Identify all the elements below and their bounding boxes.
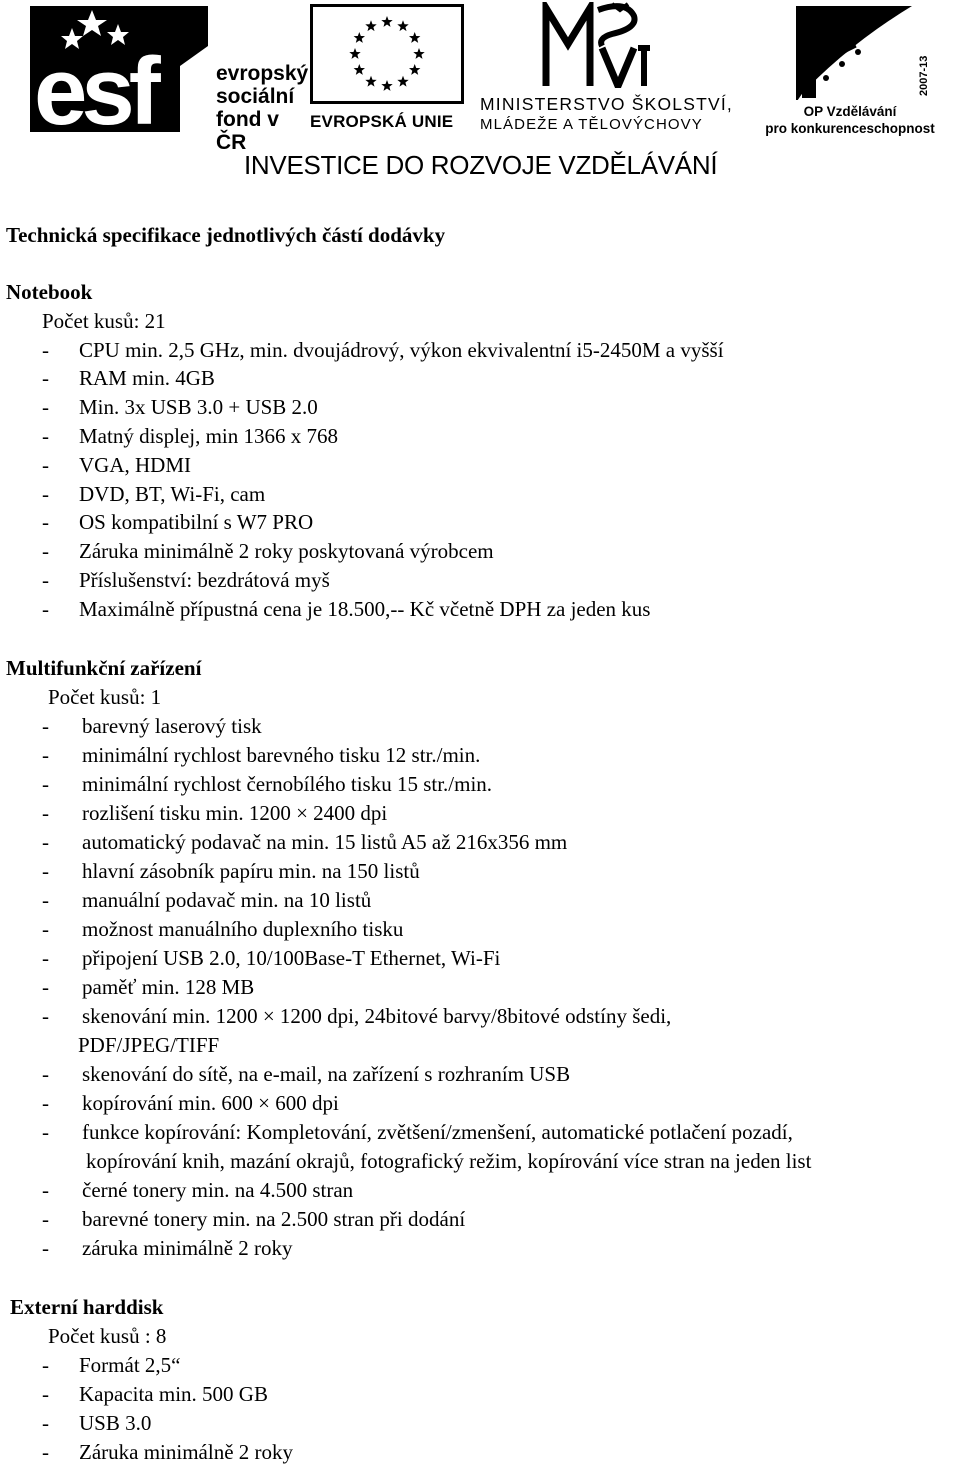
- esf-mark-icon: [30, 6, 208, 132]
- op-year-icon: [916, 10, 930, 98]
- spec-item: RAM min. 4GB: [79, 366, 215, 391]
- bullet-dash: -: [42, 1178, 49, 1202]
- spec-item: paměť min. 128 MB: [82, 975, 255, 999]
- spec-item: rozlišení tisku min. 1200 × 2400 dpi: [82, 801, 388, 825]
- esf-text-line-1: evropský: [216, 62, 309, 85]
- bullet-dash: -: [42, 1207, 49, 1231]
- bullet-dash: -: [42, 1382, 49, 1406]
- spec-item: funkce kopírování: Kompletování, zvětšení/zmenšení, automatické potlačení pozadí,: [82, 1120, 793, 1144]
- bullet-dash: -: [42, 859, 49, 883]
- bullet-dash: -: [42, 888, 49, 912]
- spec-item: VGA, HDMI: [79, 452, 191, 477]
- spec-item: OS kompatibilní s W7 PRO: [79, 510, 314, 535]
- eu-star-icon: [397, 76, 408, 87]
- section-heading: Multifunkční zařízení: [6, 656, 202, 680]
- item-count: Počet kusů: 21: [42, 308, 166, 333]
- spec-item: DVD, BT, Wi-Fi, cam: [79, 481, 266, 506]
- spec-item: Formát 2,5“: [79, 1353, 181, 1377]
- eu-label: EVROPSKÁ UNIE: [310, 112, 454, 131]
- eu-star-icon: [354, 32, 365, 43]
- eu-logo: [310, 4, 466, 132]
- bullet-dash: -: [42, 1120, 49, 1144]
- bullet-dash: -: [42, 337, 49, 362]
- bullet-dash: -: [42, 772, 49, 796]
- item-count: Počet kusů: 1: [48, 685, 162, 709]
- msmt-logo: [480, 2, 752, 134]
- bullet-dash: -: [42, 830, 49, 854]
- eu-stars-icon: [313, 7, 461, 101]
- bullet-dash: -: [42, 1353, 49, 1377]
- spec-item: Záruka minimálně 2 roky poskytovaná výrobcem: [79, 539, 494, 564]
- spec-item: skenování min. 1200 × 1200 dpi, 24bitové barvy/8bitové odstíny šedi,: [82, 1004, 672, 1028]
- item-count: Počet kusů : 8: [48, 1324, 167, 1348]
- slogan: INVESTICE DO ROZVOJE VZDĚLÁVÁNÍ: [244, 150, 718, 180]
- spec-item: Záruka minimálně 2 roky: [79, 1440, 294, 1464]
- svg-text:esf: esf: [34, 38, 155, 132]
- bullet-dash: -: [42, 975, 49, 999]
- eu-star-icon: [349, 48, 360, 59]
- spec-item: Kapacita min. 500 GB: [79, 1382, 268, 1406]
- bullet-dash: -: [42, 452, 49, 477]
- bullet-dash: -: [42, 1440, 49, 1464]
- bullet-dash: -: [42, 539, 49, 564]
- op-mark-icon: [796, 6, 912, 100]
- eu-star-icon: [365, 76, 376, 87]
- spec-item: PDF/JPEG/TIFF: [78, 1033, 220, 1057]
- spec-item: barevný laserový tisk: [82, 714, 262, 738]
- spec-item: kopírování knih, mazání okrajů, fotografický režim, kopírování více stran na jeden list: [86, 1149, 812, 1173]
- op-line-2: pro konkurenceschopnost: [765, 121, 935, 136]
- section-heading: Externí harddisk: [10, 1295, 164, 1319]
- spec-item: minimální rychlost barevného tisku 12 str./min.: [82, 743, 481, 767]
- header-logos: [0, 0, 960, 190]
- bullet-dash: -: [42, 510, 49, 535]
- spec-item: možnost manuálního duplexního tisku: [82, 917, 404, 941]
- bullet-dash: -: [42, 424, 49, 448]
- bullet-dash: -: [42, 395, 49, 420]
- spec-item: skenování do sítě, na e-mail, na zařízení s rozhraním USB: [82, 1062, 571, 1086]
- bullet-dash: -: [42, 714, 49, 738]
- bullet-dash: -: [42, 1236, 49, 1260]
- bullet-dash: -: [42, 1004, 49, 1028]
- eu-star-icon: [413, 48, 424, 59]
- eu-flag-icon: [310, 4, 464, 104]
- eu-star-icon: [397, 20, 408, 31]
- eu-star-icon: [409, 32, 420, 43]
- bullet-dash: -: [42, 568, 49, 592]
- spec-item: připojení USB 2.0, 10/100Base-T Ethernet, Wi-Fi: [82, 946, 501, 970]
- eu-star-icon: [381, 80, 392, 91]
- spec-item: barevné tonery min. na 2.500 stran při dodání: [82, 1207, 466, 1231]
- bullet-dash: -: [42, 481, 49, 506]
- bullet-dash: -: [42, 1062, 49, 1086]
- op-year-text: 2007-13: [918, 55, 930, 96]
- eu-star-icon: [409, 64, 420, 75]
- bullet-dash: -: [42, 946, 49, 970]
- msmt-line-2: MLÁDEŽE A TĚLOVÝCHOVY: [480, 116, 703, 133]
- op-logo: [760, 6, 940, 136]
- bullet-dash: -: [42, 801, 49, 825]
- spec-item: minimální rychlost černobílého tisku 15 str./min.: [82, 772, 493, 796]
- esf-text: [216, 62, 308, 154]
- msmt-mark-icon: [542, 2, 652, 88]
- spec-item: černé tonery min. na 4.500 stran: [82, 1178, 354, 1202]
- spec-item: kopírování min. 600 × 600 dpi: [82, 1091, 339, 1115]
- bullet-dash: -: [42, 917, 49, 941]
- esf-text-line-2: sociální: [216, 85, 295, 108]
- spec-item: CPU min. 2,5 GHz, min. dvoujádrový, výkon ekvivalentní i5-2450M a vyšší: [79, 337, 724, 362]
- op-line-1: OP Vzdělávání: [803, 104, 897, 119]
- spec-item: automatický podavač na min. 15 listů A5 až 216x356 mm: [82, 830, 568, 854]
- spec-item: Min. 3x USB 3.0 + USB 2.0: [79, 395, 318, 420]
- document-title: Technická specifikace jednotlivých částí dodávky: [6, 223, 446, 247]
- eu-star-icon: [365, 20, 376, 31]
- spec-item: USB 3.0: [79, 1411, 152, 1435]
- bullet-dash: -: [42, 1091, 49, 1115]
- bullet-dash: -: [42, 596, 49, 621]
- bullet-dash: -: [42, 1411, 49, 1435]
- spec-item: Matný displej, min 1366 x 768: [79, 424, 338, 448]
- eu-star-icon: [354, 64, 365, 75]
- section-heading: Notebook: [6, 280, 93, 304]
- spec-item: Maximálně přípustná cena je 18.500,-- Kč včetně DPH za jeden kus: [79, 596, 651, 621]
- spec-item: hlavní zásobník papíru min. na 150 listů: [82, 859, 420, 883]
- eu-star-icon: [381, 16, 392, 27]
- bullet-dash: -: [42, 743, 49, 767]
- spec-item: Příslušenství: bezdrátová myš: [79, 568, 330, 592]
- spec-item: záruka minimálně 2 roky: [82, 1236, 293, 1260]
- spec-item: manuální podavač min. na 10 listů: [82, 888, 372, 912]
- esf-text-line-3: fond v ČR: [216, 108, 279, 154]
- esf-logo: [30, 6, 309, 154]
- msmt-line-1: MINISTERSTVO ŠKOLSTVÍ,: [480, 94, 733, 114]
- bullet-dash: -: [42, 366, 49, 391]
